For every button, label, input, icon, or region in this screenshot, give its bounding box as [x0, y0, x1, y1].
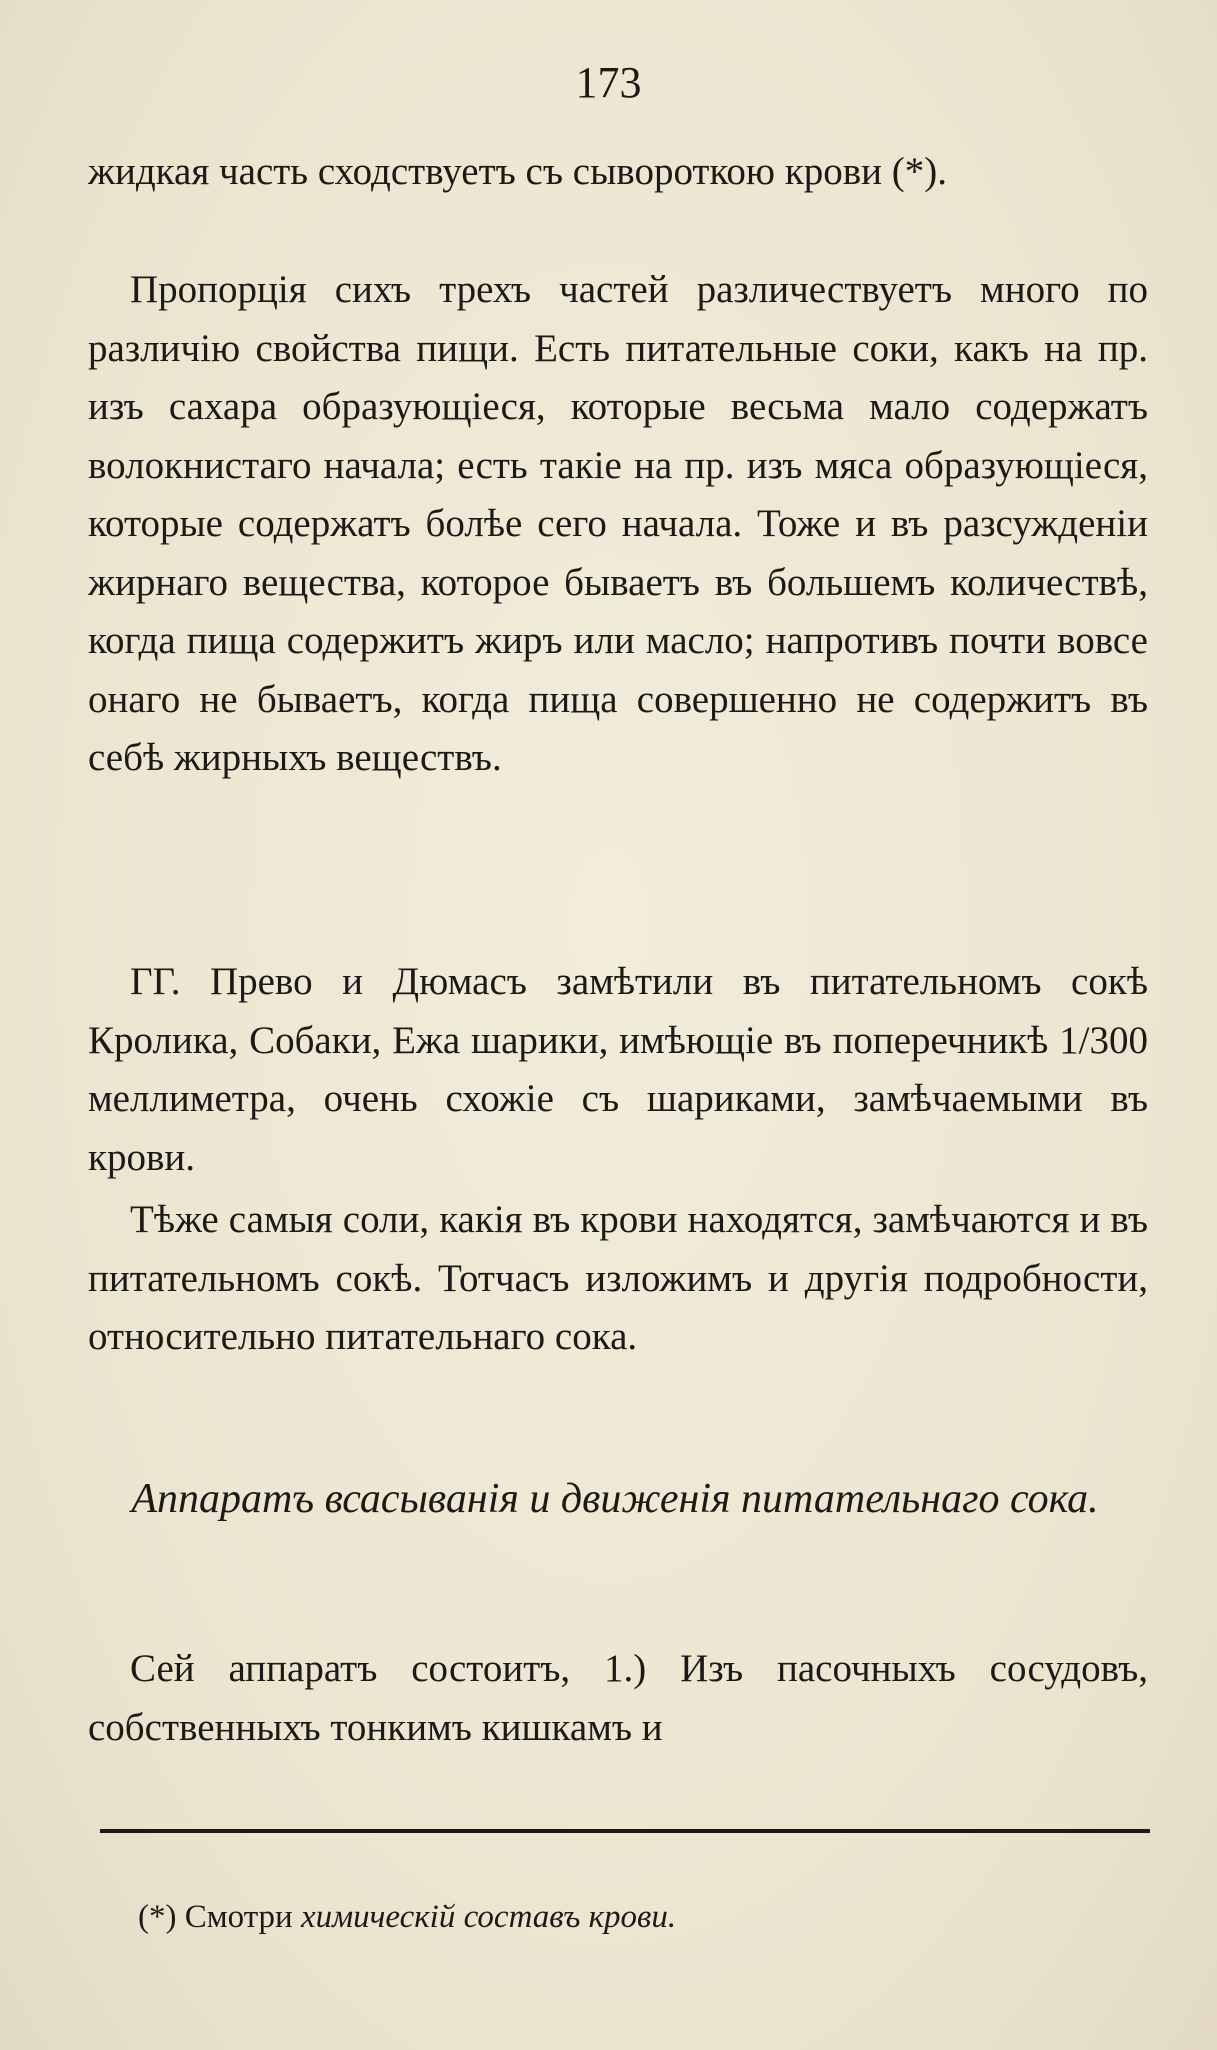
- footnote-reference: химическій составъ крови.: [300, 1899, 677, 1935]
- paragraph-5: [88, 1640, 1148, 1757]
- paragraph-1-text: жидкая часть сходствуетъ съ сывороткою крови (*).: [88, 150, 948, 193]
- page-number: 173: [575, 58, 642, 107]
- footnote-divider: [100, 1829, 1150, 1833]
- footnote-marker: (*): [138, 1899, 177, 1935]
- paragraph-2: [88, 261, 1148, 788]
- paragraph-2-text: Пропорція сихъ трехъ частей различествуетъ много по различію свойства пищи. Есть питательные соки, какъ на пр. изъ сахара образующіеся, которые весьма мало содержатъ волокнистаго начала; есть такіе на пр. изъ мяса образующіеся, которые содержатъ болѣе сего начала. Тоже и въ разсужденіи жирнаго вещества, которое бываетъ въ большемъ количествѣ, когда пища содержитъ жиръ или масло; напротивъ почти вовсе онаго не бываетъ, когда пища совершенно не содержитъ въ себѣ жирныхъ веществъ.: [88, 268, 1148, 779]
- paragraph-1: [88, 143, 1148, 202]
- paragraph-5-text: Сей аппаратъ состоитъ, 1.) Изъ пасочныхъ сосудовъ, собственныхъ тонкимъ кишкамъ и: [88, 1647, 1148, 1749]
- section-heading: Аппаратъ всасыванія и движенія питательнаго сока.: [131, 1476, 1099, 1522]
- paragraph-4: [88, 1191, 1148, 1367]
- footnote-lead: Смотри: [184, 1899, 293, 1935]
- footnote: [138, 1897, 1138, 1937]
- paragraph-4-text: Тѣже самыя соли, какія въ крови находятся, замѣчаются и въ питательномъ сокѣ. Тотчасъ изложимъ и другія подробности, относительно питательнаго сока.: [88, 1198, 1148, 1358]
- paragraph-3: [88, 953, 1148, 1187]
- paragraph-3-text: ГГ. Прево и Дюмасъ замѣтили въ питательномъ сокѣ Кролика, Собаки, Ежа шарики, имѣющіе въ поперечникѣ 1/300 меллиметра, очень схожіе съ шариками, замѣчаемыми въ крови.: [88, 960, 1148, 1179]
